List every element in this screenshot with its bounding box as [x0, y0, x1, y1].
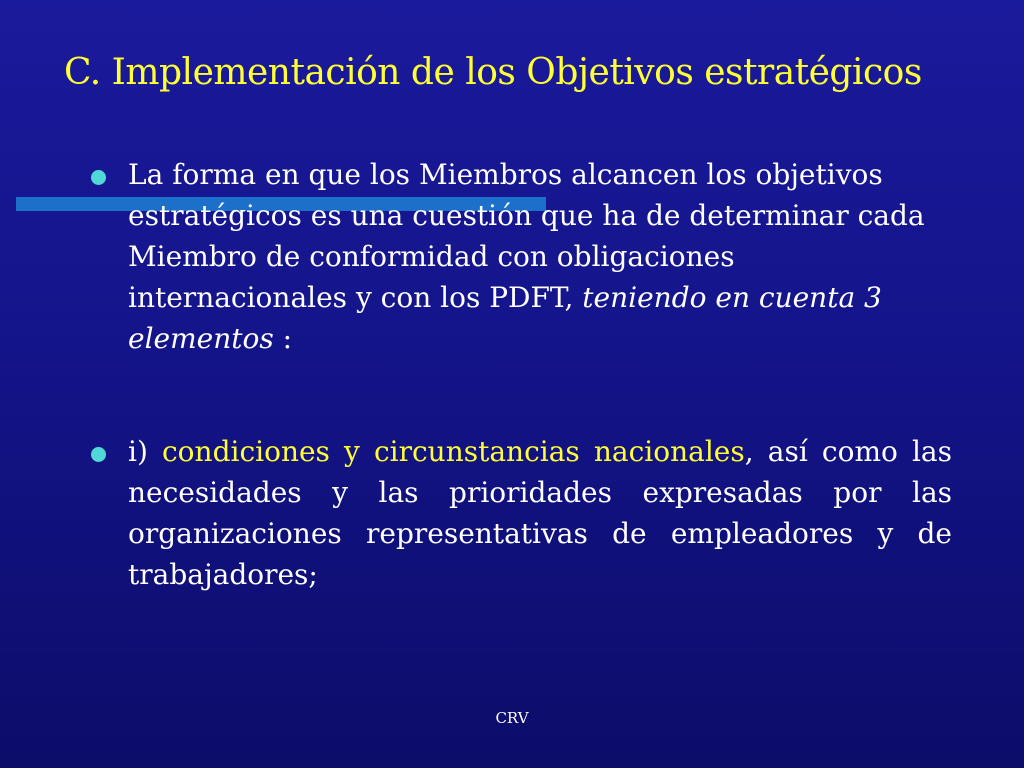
bullet-2-highlight: condiciones y circunstancias nacionales — [162, 435, 745, 468]
slide-title: C. Implementación de los Objetivos estratégicos — [64, 52, 922, 93]
bullet-1-text — [128, 154, 952, 359]
bullet-1-lead: La forma en que los Miembros alcancen los objetivos estratégicos es una cuestión que ha de determinar cada Miembro de conformidad con obligaciones internacionales y con los PDFT, — [128, 158, 925, 314]
bullet-icon — [91, 170, 106, 185]
bullet-icon — [91, 447, 106, 462]
bullet-2-lead: i) — [128, 435, 162, 468]
bullet-2-trail: , así como las necesidades y las prioridades expresadas por las organizaciones representativas de empleadores y de trabajadores; — [128, 435, 952, 591]
bullet-2-text — [128, 431, 952, 595]
bullet-1-trail: : — [273, 322, 293, 355]
footer-label: CRV — [495, 709, 529, 727]
bullet-1-italic: teniendo en cuenta 3 elementos — [128, 281, 882, 355]
